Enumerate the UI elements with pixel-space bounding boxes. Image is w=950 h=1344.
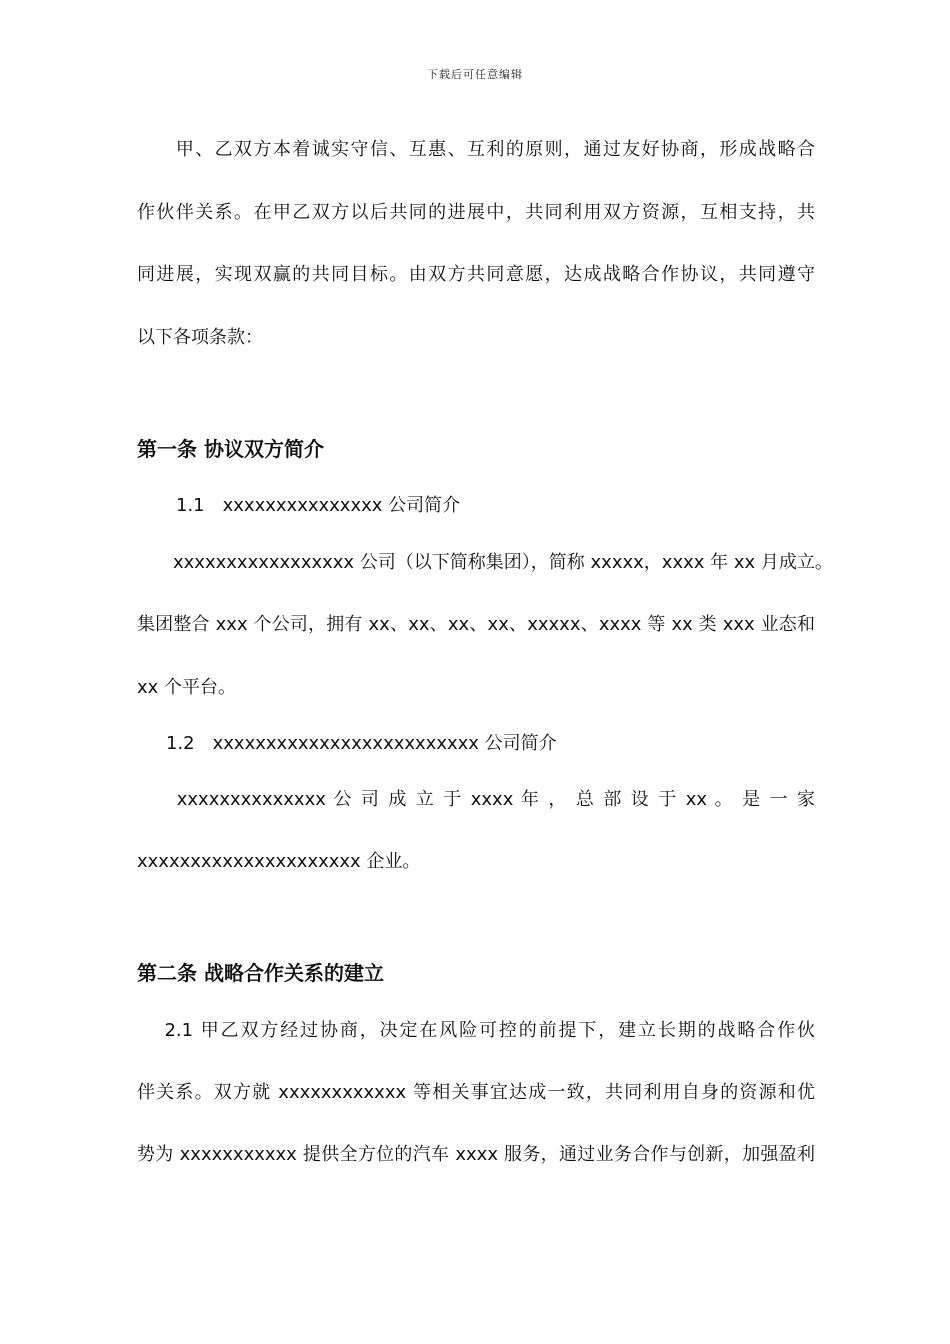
page-header: 下载后可任意编辑: [427, 68, 523, 81]
intro-line: 同进展，实现双赢的共同目标。由双方共同意愿，达成战略合作协议，共同遵守: [137, 264, 815, 285]
section-1-1-line: xxxxxxxxxxxxxxxxx 公司（以下简称集团），简称 xxxxx，xxxx 年 xx 月成立。: [137, 552, 833, 573]
article-1-title: 第一条 协议双方简介: [137, 437, 324, 461]
section-1-2-heading: 1.2 xxxxxxxxxxxxxxxxxxxxxxxxx 公司简介: [166, 733, 557, 754]
section-1-1-line: 集团整合 xxx 个公司，拥有 xx、xx、xx、xx、xxxxx、xxxx 等 xx 类 xxx 业态和: [137, 614, 815, 635]
section-2-1-line: 2.1 甲乙双方经过协商，决定在风险可控的前提下，建立长期的战略合作伙: [137, 1020, 815, 1041]
section-1-2-line: xxxxxxxxxxxxxx 公 司 成 立 于 xxxx 年 ， 总 部 设 于 xx 。 是 一 家: [137, 789, 815, 810]
section-2-1-line: 势为 xxxxxxxxxxx 提供全方位的汽车 xxxx 服务，通过业务合作与创新，加强盈利: [137, 1144, 815, 1165]
section-2-1-line: 伴关系。双方就 xxxxxxxxxxxx 等相关事宜达成一致，共同利用自身的资源和优: [137, 1082, 815, 1103]
article-2-title: 第二条 战略合作关系的建立: [137, 961, 384, 985]
section-1-1-heading: 1.1 xxxxxxxxxxxxxxx 公司简介: [176, 495, 461, 516]
intro-line: 甲、乙双方本着诚实守信、互惠、互利的原则，通过友好协商，形成战略合: [137, 139, 815, 160]
intro-line: 以下各项条款：: [137, 327, 263, 348]
section-1-2-line: xxxxxxxxxxxxxxxxxxxxx 企业。: [137, 851, 421, 872]
intro-line: 作伙伴关系。在甲乙双方以后共同的进展中，共同利用双方资源，互相支持，共: [137, 202, 815, 223]
section-1-1-line: xx 个平台。: [137, 677, 237, 698]
